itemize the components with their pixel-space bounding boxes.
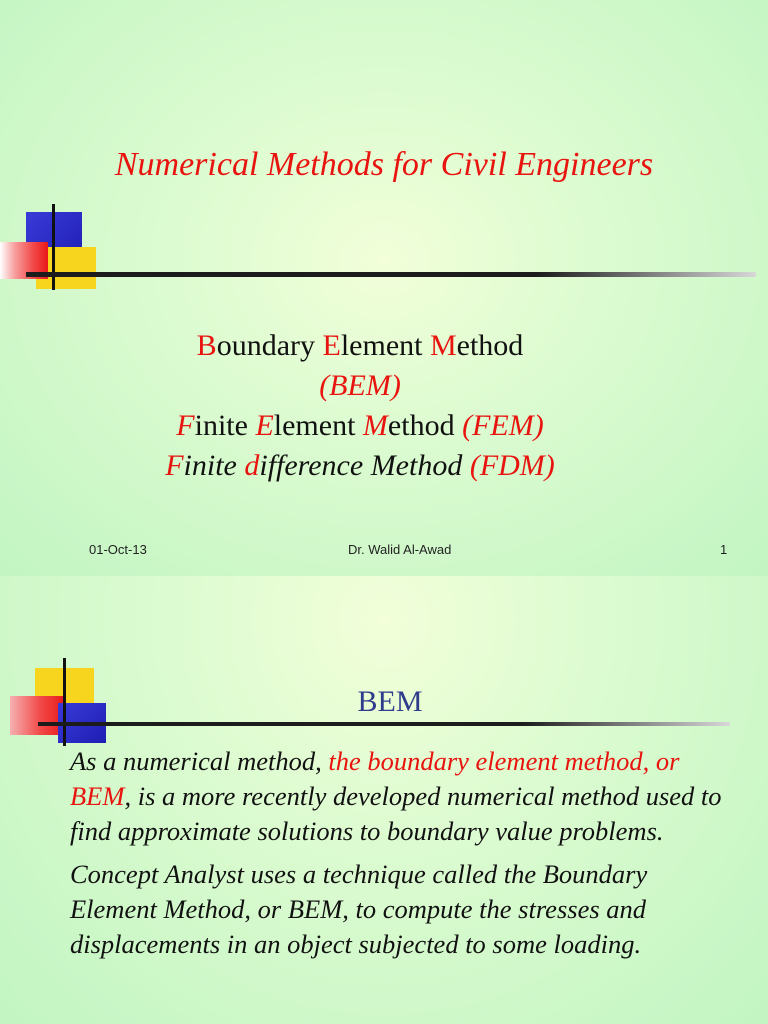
text-run: M <box>362 409 388 442</box>
text-run: E <box>322 329 341 362</box>
text-run: the boundary element method, or BEM <box>70 746 680 811</box>
slide-title: BEM <box>357 685 423 718</box>
subtitle-line <box>0 446 720 486</box>
text-run: F <box>176 409 195 442</box>
text-run: B <box>196 329 217 362</box>
text-run: ethod <box>456 329 524 362</box>
vertical-line <box>52 204 55 290</box>
text-run: inite <box>183 449 245 482</box>
slide-2 <box>0 576 768 1024</box>
text-run: d <box>244 449 260 482</box>
text-run: , is a more recently developed numerical method used to find approximate solutions to boundary value problems. <box>70 781 722 846</box>
subtitle-methods <box>0 326 720 486</box>
footer-date: 01-Oct-13 <box>89 542 147 557</box>
text-run: (FDM) <box>469 449 555 482</box>
text-run: As a numerical method, <box>70 746 329 776</box>
text-run: (FEM) <box>462 409 544 442</box>
subtitle-line <box>0 406 720 446</box>
slide-body-text <box>70 744 730 970</box>
text-run: F <box>165 449 184 482</box>
text-run: E <box>255 409 274 442</box>
footer-page-number: 1 <box>720 542 728 557</box>
text-run: M <box>429 329 457 362</box>
body-paragraph <box>70 857 730 962</box>
text-run: oundary <box>216 329 323 362</box>
horizontal-rule <box>26 272 756 277</box>
text-run: Concept Analyst uses a technique called the Boundary Element Method, or BEM, to compute the stresses and displacements in an object subjected to some loading. <box>70 859 648 959</box>
text-run: (BEM) <box>319 369 401 402</box>
subtitle-line <box>0 366 720 406</box>
text-run: lement <box>340 329 430 362</box>
decorative-squares-logo <box>0 200 110 295</box>
subtitle-line <box>0 326 720 366</box>
footer-author: Dr. Walid Al-Awad <box>348 542 452 557</box>
horizontal-rule <box>38 722 730 726</box>
text-run: ifference Method <box>259 449 470 482</box>
text-run: ethod <box>387 409 463 442</box>
body-paragraph <box>70 744 730 849</box>
slide-title: Numerical Methods for Civil Engineers <box>114 146 654 183</box>
text-run: lement <box>273 409 363 442</box>
text-run: inite <box>194 409 256 442</box>
